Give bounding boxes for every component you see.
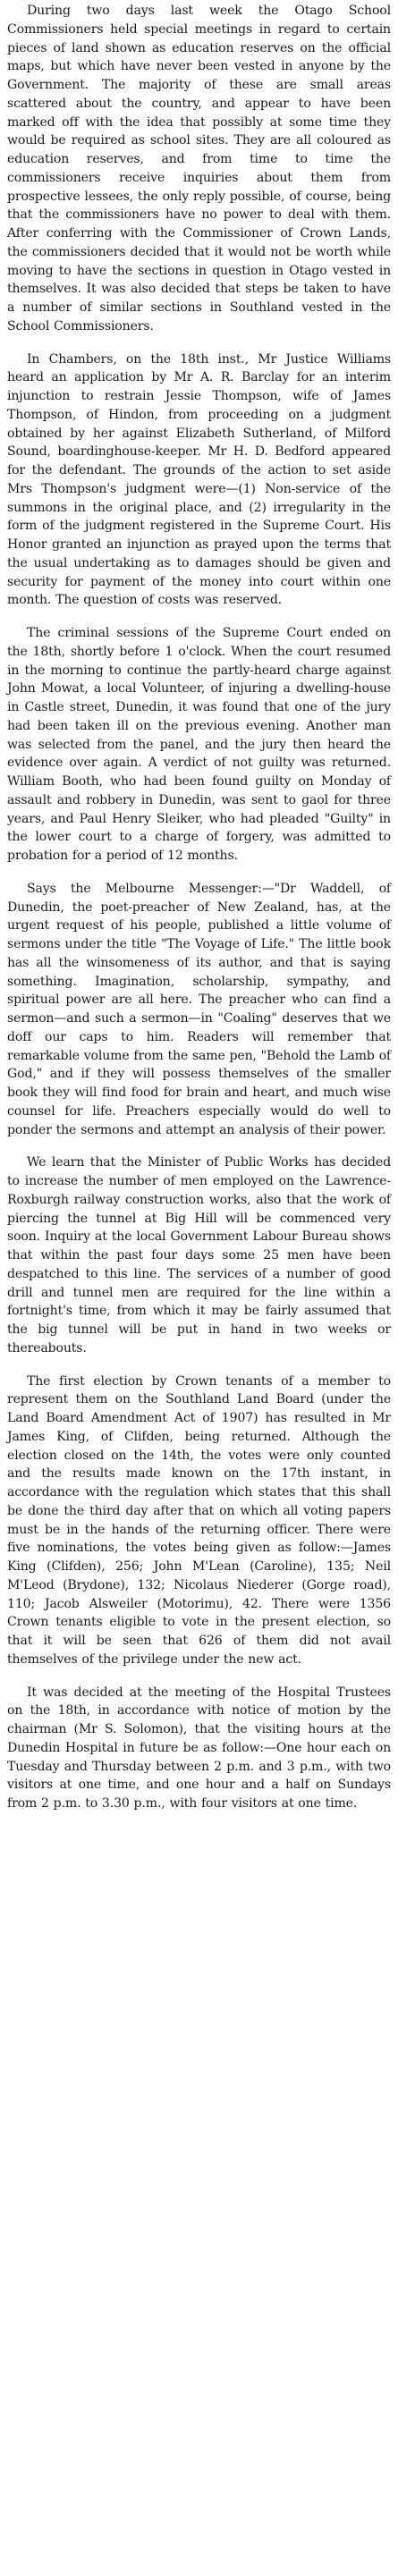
article-paragraph-melbourne-messenger: Says the Melbourne Messenger:—"Dr Waddell, of Dunedin, the poet-preacher of New Zealand, has, at the urgent request of his people, published a little volume of sermons under the title "The Voyage of Life." The little book has all the winsomeness of its author, and that is saying something. Imagination, scholarship, sympathy, and spiritual power are all here. The preacher who can find a sermon—and such a sermon—in "Coaling" deserves that we doff our caps to him. Readers will remember that remarkable volume from the same pen, "Behold the Lamb of God," and if they will possess themselves of the smaller book they will find food for brain and heart, and much wise counsel for life. Preachers especially would do well to ponder the sermons and attempt an analysis of their power. [7, 881, 391, 1137]
article-paragraph-criminal-sessions: The criminal sessions of the Supreme Court ended on the 18th, shortly before 1 o'clock. When the court resumed in the morning to continue the partly-heard charge against John Mowat, a local Volunteer, of injuring a dwelling-house in Castle street, Dunedin, it was found that one of the jury had been taken ill on the previous evening. Another man was selected from the panel, and the jury then heard the evidence over again. A verdict of not guilty was returned. William Booth, who had been found guilty on Monday of assault and robbery in Dunedin, was sent to gaol for three years, and Paul Henry Sleiker, who had pleaded "Guilty" in the lower court to a charge of forgery, was admitted to probation for a period of 12 months. [7, 626, 391, 863]
article-paragraph-hospital-visiting-hours: It was decided at the meeting of the Hospital Trustees on the 18th, in accordance with notice of motion by the chairman (Mr S. Solomon), that the visiting hours at the Dunedin Hospital in future be as follow:—One hour each on Tuesday and Thursday between 2 p.m. and 3 p.m., with two visitors at one time, and one hour and a half on Sundays from 2 p.m. to 3.30 p.m., with four visitors at one time. [7, 1685, 391, 1811]
article-column [5, 2, 393, 2573]
article-paragraph-land-board-election: The first election by Crown tenants of a member to represent them on the Southland Land Board (under the Land Board Amendment Act of 1907) has resulted in Mr James King, of Clifden, being returned. Although the election closed on the 14th, the votes were only counted and the results made known on the 17th instant, in accordance with the regulation which states that this shall be done the third day after that on which all voting papers must be in the hands of the returning officer. There were five nominations, the votes being given as follow:—James King (Clifden), 256; John M'Lean (Caroline), 135; Neil M'Leod (Brydone), 132; Nicolaus Niederer (Gorge road), 110; Jacob Alsweiler (Motorimu), 42. There were 1356 Crown tenants eligible to vote in the present election, so that it will be seen that 626 of them did not avail themselves of the privilege under the new act. [7, 1373, 391, 1667]
article-paragraph-public-works: We learn that the Minister of Public Works has decided to increase the number of men employed on the Lawrence-Roxburgh railway construction works, also that the work of piercing the tunnel at Big Hill will be commenced very soon. Inquiry at the local Government Labour Bureau shows that within the past four days some 25 men have been despatched to this line. The services of a number of good drill and tunnel men are required for the line within a fortnight's time, from which it may be fairly assumed that the big tunnel will be put in hand in two weeks or thereabouts. [7, 1155, 391, 1356]
article-paragraph-school-commissioners: During two days last week the Otago School Commissioners held special meetings in regard to certain pieces of land shown as education reserves on the official maps, but which have never been vested in anyone by the Government. The majority of these are small areas scattered about the country, and appear to have been marked off with the idea that possibly at some time they would be required as school sites. They are all coloured as education reserves, and from time to time the commissioners receive inquiries about them from prospective lessees, the only reply possible, of course, being that the commissioners have no power to deal with them. After conferring with the Commissioner of Crown Lands, the commissioners decided that it would not be worth while moving to have the sections in question in Otago vested in themselves. It was also decided that steps be taken to have a number of similar sections in Southland vested in the School Commissioners. [7, 4, 391, 334]
article-paragraph-chambers-injunction: In Chambers, on the 18th inst., Mr Justice Williams heard an application by Mr A. R. Barclay for an interim injunction to restrain Jessie Thompson, wife of James Thompson, of Hindon, from proceeding on a judgment obtained by her against Elizabeth Sutherland, of Milford Sound, boardinghouse-keeper. Mr H. D. Bedford appeared for the defendant. The grounds of the action to set aside Mrs Thompson's judgment were—(1) Non-service of the summons in the original place, and (2) irregularity in the form of the judgment registered in the Supreme Court. His Honor granted an injunction as prayed upon the terms that the usual undertaking as to damages should be given and security for payment of the money into court within one month. The question of costs was reserved. [7, 351, 391, 608]
